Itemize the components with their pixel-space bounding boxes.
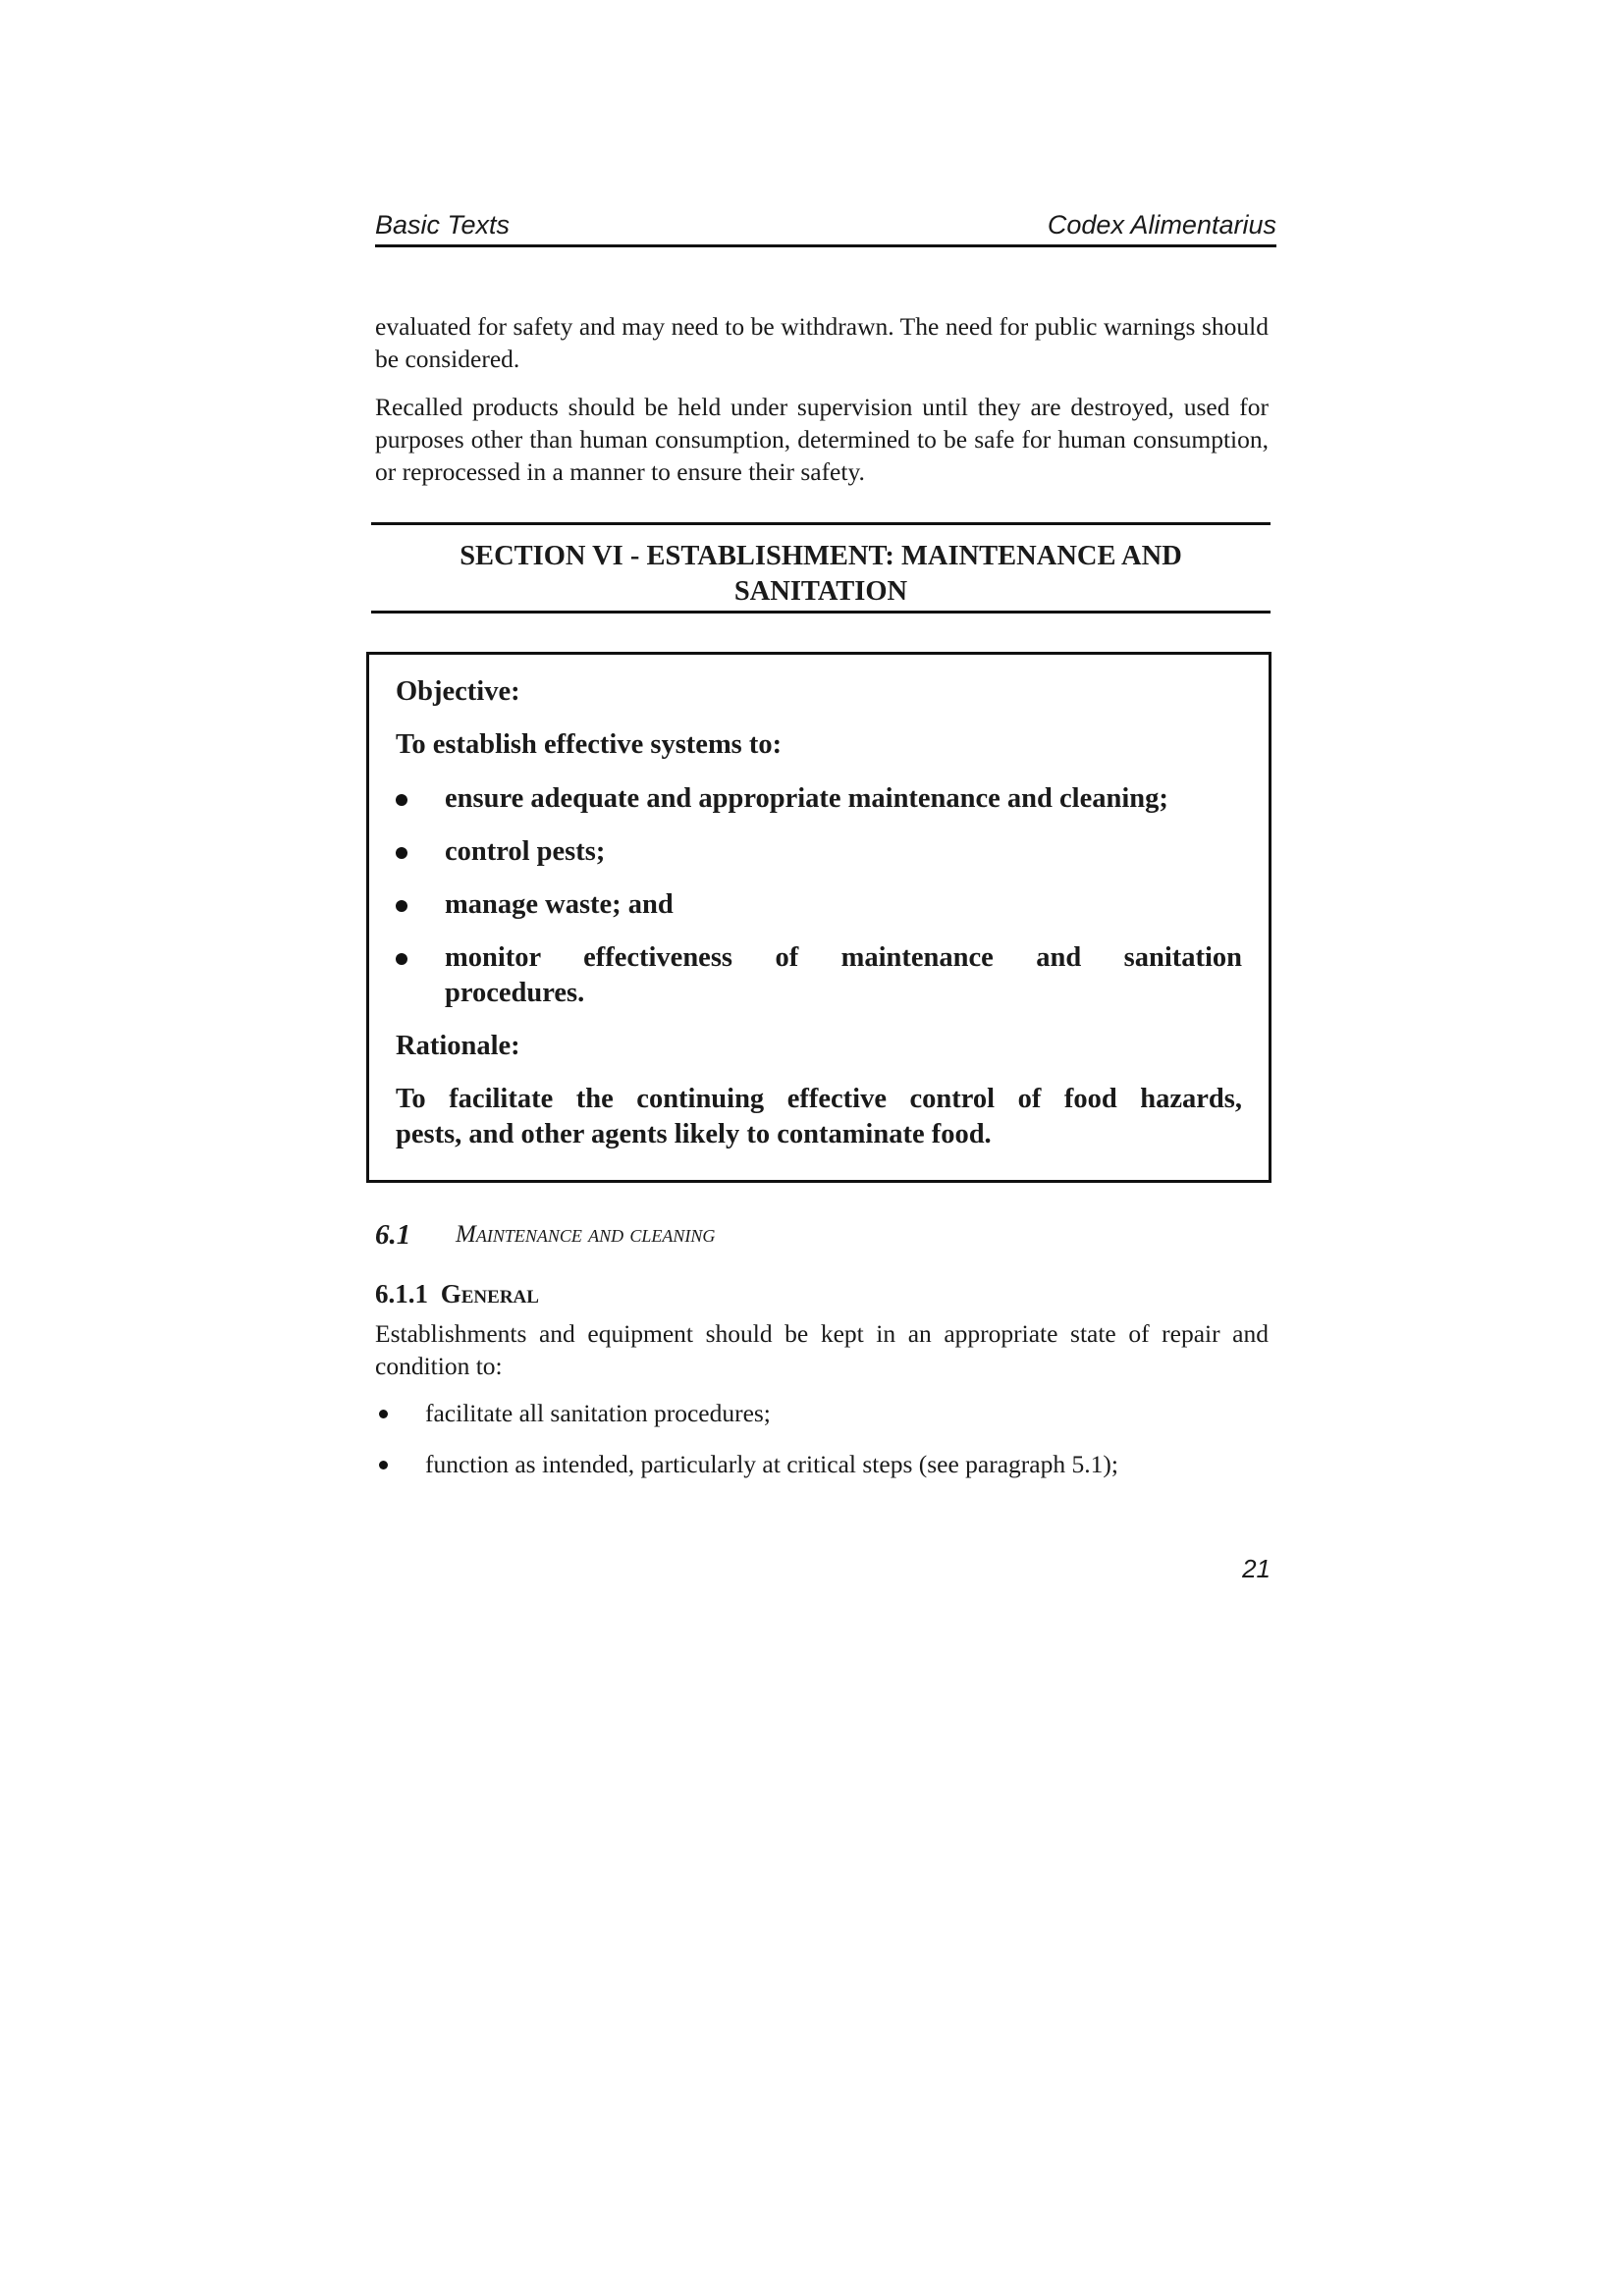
objective-item-text: control pests; <box>445 836 606 867</box>
objective-list-item <box>396 940 1242 1011</box>
objective-item-text: monitor effectiveness of maintenance and sanitation <box>445 942 1242 973</box>
bullet-icon <box>396 794 407 806</box>
objective-item-text: ensure adequate and appropriate maintenance and cleaning; <box>445 783 1168 814</box>
objective-intro: To establish effective systems to: <box>396 729 783 760</box>
page-number: 21 <box>1242 1554 1271 1583</box>
bullet-icon <box>379 1410 388 1418</box>
header-right-title: Codex Alimentarius <box>1047 210 1276 240</box>
subsubsection-heading <box>375 1276 539 1311</box>
bullet-icon <box>396 900 407 912</box>
subsubsection-number: 6.1.1 <box>375 1279 428 1308</box>
subsection-number: 6.1 <box>375 1219 411 1251</box>
list-item-text: function as intended, particularly at critical steps (see paragraph 5.1); <box>425 1450 1118 1478</box>
section-heading-line-1: SECTION VI - ESTABLISHMENT: MAINTENANCE AND <box>460 541 1182 571</box>
objective-box <box>366 652 1271 1183</box>
subsection-title: Maintenance and cleaning <box>456 1221 716 1248</box>
bullet-icon <box>396 953 407 965</box>
objective-item-continuation: procedures. <box>445 978 585 1008</box>
section-heading <box>371 522 1271 614</box>
subsubsection-title: General <box>440 1279 539 1308</box>
paragraph-general: Establishments and equipment should be kept in an appropriate state of repair and condition to: <box>375 1319 1269 1380</box>
objective-heading: Objective: <box>396 676 520 707</box>
rationale-line-1: To facilitate the continuing effective control of food hazards, <box>396 1084 1242 1114</box>
running-header <box>375 205 1276 247</box>
objective-item-text: manage waste; and <box>445 889 674 920</box>
rationale-heading: Rationale: <box>396 1031 520 1061</box>
header-left-title: Basic Texts <box>375 210 511 240</box>
bullet-icon <box>396 847 407 859</box>
paragraph-recalled-products: Recalled products should be held under supervision until they are destroyed, used for purposes other than human consumption, determined to be safe for human consumption, or reprocessed in a manner to ensure their safety. <box>375 393 1269 486</box>
bullet-icon <box>379 1461 388 1469</box>
rationale-line-2: pests, and other agents likely to contaminate food. <box>396 1119 992 1149</box>
paragraph-withdrawal: evaluated for safety and may need to be withdrawn. The need for public warnings should be considered. <box>375 312 1269 373</box>
section-heading-line-2: SANITATION <box>733 576 908 607</box>
list-item-text: facilitate all sanitation procedures; <box>425 1399 771 1427</box>
